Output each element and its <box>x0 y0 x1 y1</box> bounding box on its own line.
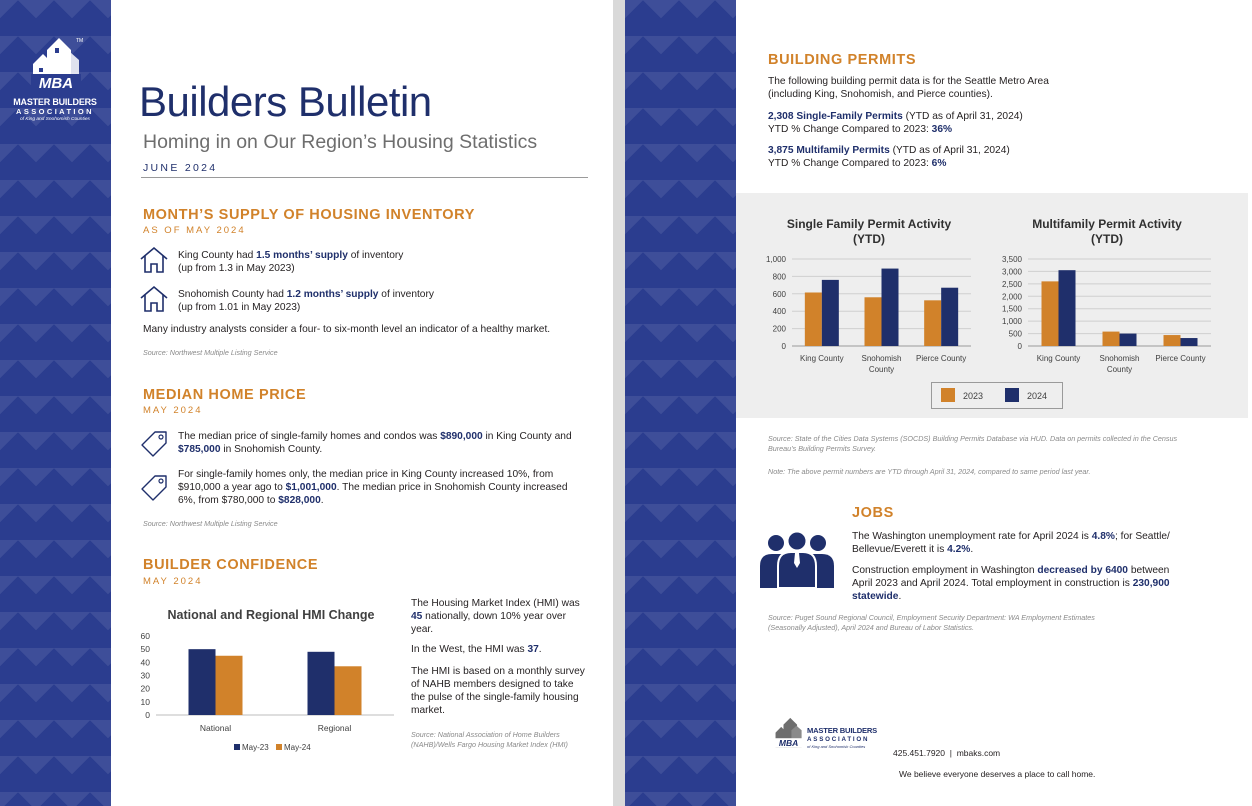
supply-heading: MONTH’S SUPPLY OF HOUSING INVENTORY <box>143 207 475 223</box>
mf-chart-title-sub: (YTD) <box>1091 232 1123 246</box>
page-title: Builders Bulletin <box>139 78 432 125</box>
single-family-permit-chart <box>748 212 978 377</box>
y-tick-label: 3,500 <box>1001 255 1022 264</box>
x-tick-label: King County <box>800 354 844 363</box>
people-group-icon <box>758 530 836 588</box>
sf-chart-title-sub: (YTD) <box>853 232 885 246</box>
footer-logo-line3: of King and Snohomish Counties <box>807 744 866 749</box>
x-tick-label: Snohomish County <box>861 354 902 374</box>
healthy-market-note: Many industry analysts consider a four- to six-month level an indicator of a healthy market. <box>143 324 551 335</box>
mba-house-logo-icon <box>771 710 805 754</box>
y-tick-label: 3,000 <box>1001 267 1022 277</box>
y-tick-label: 1,500 <box>1001 304 1022 314</box>
legend-label: May-23 <box>242 743 269 752</box>
supply-subheading: AS OF MAY 2024 <box>143 225 246 236</box>
permits-heading: BUILDING PERMITS <box>768 52 917 68</box>
footer-logo <box>771 710 881 760</box>
y-tick-label: 10 <box>140 696 150 707</box>
legend-label: May-24 <box>284 743 311 752</box>
single-family-permits: 2,308 Single-Family Permits (YTD as of April 31, 2024) YTD % Change Compared to 2023: 36% <box>768 111 1023 135</box>
mba-logo <box>12 34 98 123</box>
confidence-subheading: MAY 2024 <box>143 576 203 587</box>
bar-2024-Snohomish County <box>882 269 899 346</box>
y-tick-label: 0 <box>781 342 786 351</box>
hmi-source: Source: National Association of Home Builders (NAHB)/Wells Fargo Housing Market Index (HMI) <box>411 730 568 749</box>
median-price-text-1: The median price of single-family homes and condos was $890,000 in King County and $785,000 in Snohomish County. <box>178 431 572 455</box>
bar-May-23-Regional <box>308 652 335 715</box>
bar-2023-Pierce County <box>924 300 941 346</box>
y-tick-label: 2,500 <box>1001 279 1022 289</box>
page-subtitle: Homing in on Our Region’s Housing Statistics <box>143 131 538 153</box>
y-tick-label: 1,000 <box>765 255 786 264</box>
x-tick-label: Pierce County <box>1155 354 1206 363</box>
construction-employment-text: Construction employment in Washington decreased by 6400 between April 2023 and April 2024. Total employment in construction is 230,900 statewide. <box>852 565 1170 602</box>
permits-note: Note: The above permit numbers are YTD through April 31, 2024, compared to same period last year. <box>768 467 1091 476</box>
bar-May-23-National <box>189 649 216 715</box>
y-tick-label: 0 <box>145 710 150 720</box>
bar-2024-King County <box>822 280 839 346</box>
median-heading: MEDIAN HOME PRICE <box>143 387 307 403</box>
hmi-text-1: The Housing Market Index (HMI) was 45 nationally, down 10% year over year. <box>411 598 580 635</box>
multifamily-permit-chart <box>990 212 1220 377</box>
bar-2023-Pierce County <box>1164 335 1181 346</box>
footer-contact <box>893 748 1000 758</box>
x-tick-label: Snohomish County <box>1099 354 1140 374</box>
y-tick-label: 2,000 <box>1001 292 1022 302</box>
hmi-text-2: In the West, the HMI was 37. <box>411 644 542 655</box>
y-tick-label: 500 <box>1008 329 1022 339</box>
footer-logo-line1: MASTER BUILDERS <box>807 726 877 735</box>
bar-2023-Snohomish County <box>1103 332 1120 346</box>
permits-intro: The following building permit data is for the Seattle Metro Area (including King, Snohomish, and Pierce counties). <box>768 76 1049 100</box>
svg-text:MBA: MBA <box>38 75 74 92</box>
logo-line3: of King and Snohomish Counties <box>20 117 90 122</box>
legend-swatch <box>1005 388 1019 402</box>
median-source: Source: Northwest Multiple Listing Service <box>143 519 278 528</box>
unemployment-text: The Washington unemployment rate for April 2024 is 4.8%; for Seattle/ Bellevue/Everett it is 4.2%. <box>852 531 1170 555</box>
legend-swatch <box>941 388 955 402</box>
footer-phone: 425.451.7920 <box>893 748 945 758</box>
x-tick-label: Pierce County <box>916 354 967 363</box>
sf-chart-title: Single Family Permit Activity <box>786 217 952 231</box>
jobs-source: Source: Puget Sound Regional Council, Employment Security Department: WA Employment Estimates (Seasonally Adjusted), April 2024 and Bureau of Labor Statistics. <box>768 613 1095 632</box>
bar-2024-Pierce County <box>941 288 958 346</box>
x-tick-label: King County <box>1036 354 1081 363</box>
bar-2023-Snohomish County <box>865 297 882 346</box>
header-divider <box>141 177 588 178</box>
hmi-chart <box>128 598 402 764</box>
snohomish-supply-text: Snohomish County had 1.2 months’ supply of inventory (up from 1.01 in May 2023) <box>178 289 434 313</box>
logo-line1: MASTER BUILDERS <box>13 97 97 107</box>
jobs-heading: JOBS <box>852 505 894 521</box>
hmi-chart-title: National and Regional HMI Change <box>167 608 375 622</box>
median-subheading: MAY 2024 <box>143 405 203 416</box>
issue-date: JUNE 2024 <box>143 162 218 174</box>
y-tick-label: 200 <box>772 324 786 334</box>
bar-2023-King County <box>1042 281 1059 346</box>
y-tick-label: 40 <box>140 657 150 668</box>
bar-May-24-Regional <box>335 666 362 715</box>
trademark-mark: TM <box>76 38 84 44</box>
confidence-heading: BUILDER CONFIDENCE <box>143 557 319 573</box>
legend-label: 2023 <box>963 391 984 401</box>
x-tick-label: National <box>199 723 232 733</box>
footer-website[interactable]: mbaks.com <box>956 748 1001 758</box>
permits-source: Source: State of the Cities Data Systems (SOCDS) Building Permits Database via HUD. Data on permits collected in the Census Bureau’s Building Permits Survey. <box>768 434 1178 453</box>
y-tick-label: 400 <box>772 307 786 317</box>
y-tick-label: 30 <box>140 670 150 681</box>
y-tick-label: 600 <box>772 289 786 299</box>
bar-2024-Snohomish County <box>1120 334 1137 346</box>
footer-logo-line2: ASSOCIATION <box>807 736 870 743</box>
bar-2024-King County <box>1059 270 1076 346</box>
y-tick-label: 50 <box>140 644 150 655</box>
bar-2024-Pierce County <box>1181 338 1198 346</box>
y-tick-label: 20 <box>140 683 150 694</box>
price-tag-icon <box>138 428 170 458</box>
multifamily-permits: 3,875 Multifamily Permits (YTD as of April 31, 2024) YTD % Change Compared to 2023: 6% <box>768 145 1010 169</box>
footer-separator: | <box>949 748 952 758</box>
legend-swatch <box>234 744 240 750</box>
mf-chart-title: Multifamily Permit Activity <box>1032 217 1182 231</box>
logo-line2: ASSOCIATION <box>16 107 94 116</box>
legend-swatch <box>276 744 282 750</box>
house-icon <box>139 246 169 274</box>
permit-chart-legend <box>931 382 1063 409</box>
bar-2023-King County <box>805 292 822 346</box>
median-price-text-2: For single-family homes only, the median price in King County increased 10%, from $910,000 a year ago to $1,001,000. The median price in Snohomish County increased 6%, from $780,000 to $828,000. <box>178 469 568 506</box>
house-icon <box>139 285 169 313</box>
y-tick-label: 60 <box>140 631 150 641</box>
price-tag-icon <box>138 472 170 502</box>
svg-text:MBA: MBA <box>778 738 799 749</box>
center-pattern-band <box>625 0 736 806</box>
legend-label: 2024 <box>1027 391 1048 401</box>
hmi-text-3: The HMI is based on a monthly survey of NAHB members designed to take the pulse of the single-family housing market. <box>411 666 585 716</box>
y-tick-label: 1,000 <box>1001 317 1022 327</box>
y-tick-label: 0 <box>1017 342 1022 351</box>
supply-source: Source: Northwest Multiple Listing Service <box>143 348 278 357</box>
bar-May-24-National <box>216 656 243 715</box>
y-tick-label: 800 <box>772 272 786 282</box>
x-tick-label: Regional <box>317 723 352 733</box>
page-gutter <box>613 0 625 806</box>
footer-tagline: We believe everyone deserves a place to call home. <box>899 769 1096 779</box>
king-supply-text: King County had 1.5 months’ supply of inventory (up from 1.3 in May 2023) <box>178 250 404 274</box>
